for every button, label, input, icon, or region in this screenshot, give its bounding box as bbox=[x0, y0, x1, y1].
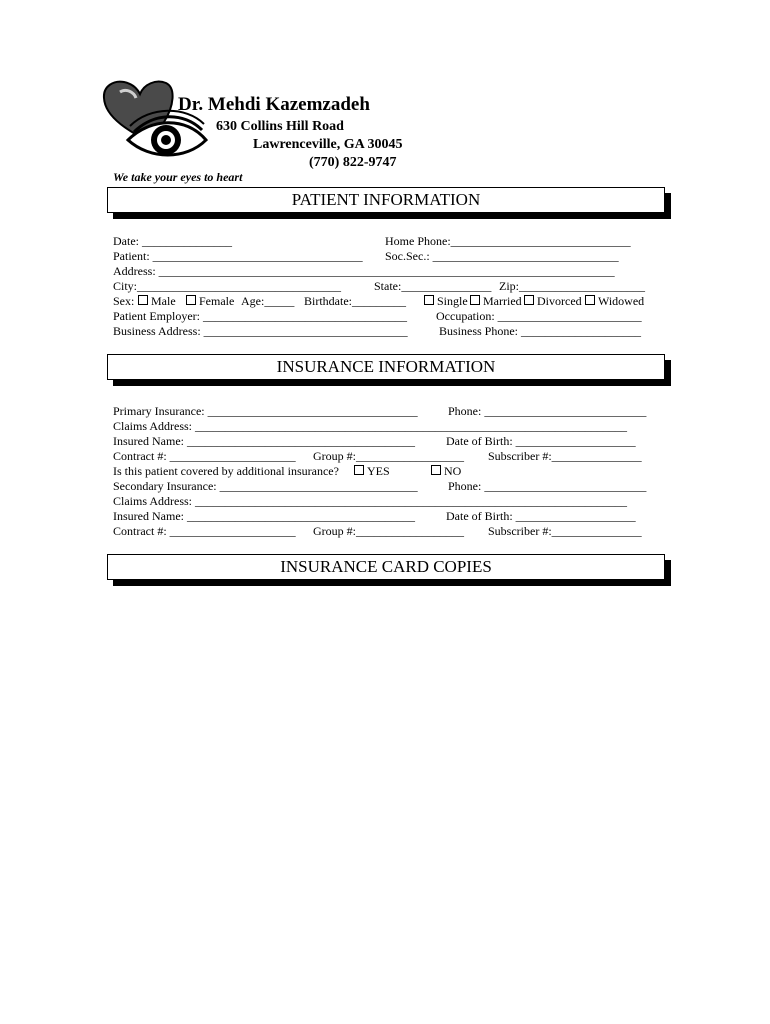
insurance-card-copies-heading: INSURANCE CARD COPIES bbox=[107, 554, 665, 580]
male-checkbox[interactable] bbox=[138, 295, 148, 305]
patient-name-field[interactable]: Patient: ___________________________________ bbox=[113, 249, 363, 263]
contract-field-1[interactable]: Contract #: _____________________ bbox=[113, 449, 296, 463]
subscriber-field-2[interactable]: Subscriber #:_______________ bbox=[488, 524, 642, 538]
married-option[interactable] bbox=[469, 294, 522, 309]
single-checkbox[interactable] bbox=[424, 295, 434, 305]
divorced-option[interactable] bbox=[523, 294, 582, 309]
yes-option[interactable] bbox=[353, 464, 390, 479]
male-option[interactable] bbox=[137, 294, 176, 309]
no-label: NO bbox=[444, 464, 462, 478]
single-label: Single bbox=[437, 294, 468, 308]
additional-insurance-question: Is this patient covered by additional insurance? bbox=[113, 464, 339, 478]
patient-information-heading: PATIENT INFORMATION bbox=[107, 187, 665, 213]
contract-field-2[interactable]: Contract #: _____________________ bbox=[113, 524, 296, 538]
group-field-2[interactable]: Group #:__________________ bbox=[313, 524, 464, 538]
widowed-checkbox[interactable] bbox=[585, 295, 595, 305]
female-label: Female bbox=[199, 294, 235, 308]
yes-checkbox[interactable] bbox=[354, 465, 364, 475]
home-phone-field[interactable]: Home Phone:______________________________ bbox=[385, 234, 631, 248]
zip-field[interactable]: Zip:_____________________ bbox=[499, 279, 645, 293]
claims-address-field-2[interactable]: Claims Address: ________________________________________________________________________ bbox=[113, 494, 628, 508]
insurance-information-heading: INSURANCE INFORMATION bbox=[107, 354, 665, 380]
divorced-checkbox[interactable] bbox=[524, 295, 534, 305]
secondary-insurance-field[interactable]: Secondary Insurance: _________________________________ bbox=[113, 479, 418, 493]
address-line-2: Lawrenceville, GA 30045 bbox=[253, 137, 403, 152]
birthdate-field[interactable]: Birthdate:_________ bbox=[304, 294, 406, 308]
heart-eye-logo bbox=[100, 80, 210, 162]
male-label: Male bbox=[151, 294, 176, 308]
divorced-label: Divorced bbox=[537, 294, 582, 308]
occupation-field[interactable]: Occupation: ________________________ bbox=[436, 309, 642, 323]
subscriber-field-1[interactable]: Subscriber #:_______________ bbox=[488, 449, 642, 463]
widowed-label: Widowed bbox=[598, 294, 645, 308]
widowed-option[interactable] bbox=[584, 294, 644, 309]
secondary-phone-field[interactable]: Phone: ___________________________ bbox=[448, 479, 647, 493]
address-line-1: 630 Collins Hill Road bbox=[216, 119, 344, 134]
yes-label: YES bbox=[367, 464, 390, 478]
no-option[interactable] bbox=[430, 464, 461, 479]
city-field[interactable]: City:__________________________________ bbox=[113, 279, 342, 293]
business-address-field[interactable]: Business Address: __________________________________ bbox=[113, 324, 408, 338]
age-field[interactable]: Age:_____ bbox=[241, 294, 295, 308]
female-checkbox[interactable] bbox=[186, 295, 196, 305]
date-of-birth-field-2[interactable]: Date of Birth: ____________________ bbox=[446, 509, 636, 523]
address-field[interactable]: Address: ____________________________________________________________________________ bbox=[113, 264, 615, 278]
state-field[interactable]: State:_______________ bbox=[374, 279, 492, 293]
claims-address-field-1[interactable]: Claims Address: ________________________________________________________________________ bbox=[113, 419, 628, 433]
no-checkbox[interactable] bbox=[431, 465, 441, 475]
business-phone-field[interactable]: Business Phone: ____________________ bbox=[439, 324, 642, 338]
female-option[interactable] bbox=[185, 294, 234, 309]
married-checkbox[interactable] bbox=[470, 295, 480, 305]
insured-name-field-1[interactable]: Insured Name: ______________________________________ bbox=[113, 434, 415, 448]
date-field[interactable]: Date: _______________ bbox=[113, 234, 232, 248]
primary-insurance-field[interactable]: Primary Insurance: ___________________________________ bbox=[113, 404, 418, 418]
single-option[interactable] bbox=[423, 294, 468, 309]
group-field-1[interactable]: Group #:__________________ bbox=[313, 449, 464, 463]
doctor-name: Dr. Mehdi Kazemzadeh bbox=[178, 94, 370, 115]
employer-field[interactable]: Patient Employer: __________________________________ bbox=[113, 309, 407, 323]
office-phone: (770) 822-9747 bbox=[309, 155, 397, 170]
married-label: Married bbox=[483, 294, 522, 308]
sex-label: Sex: bbox=[113, 294, 135, 308]
primary-phone-field[interactable]: Phone: ___________________________ bbox=[448, 404, 647, 418]
tagline: We take your eyes to heart bbox=[113, 170, 243, 184]
soc-sec-field[interactable]: Soc.Sec.: _______________________________ bbox=[385, 249, 619, 263]
date-of-birth-field-1[interactable]: Date of Birth: ____________________ bbox=[446, 434, 636, 448]
insured-name-field-2[interactable]: Insured Name: ______________________________________ bbox=[113, 509, 415, 523]
